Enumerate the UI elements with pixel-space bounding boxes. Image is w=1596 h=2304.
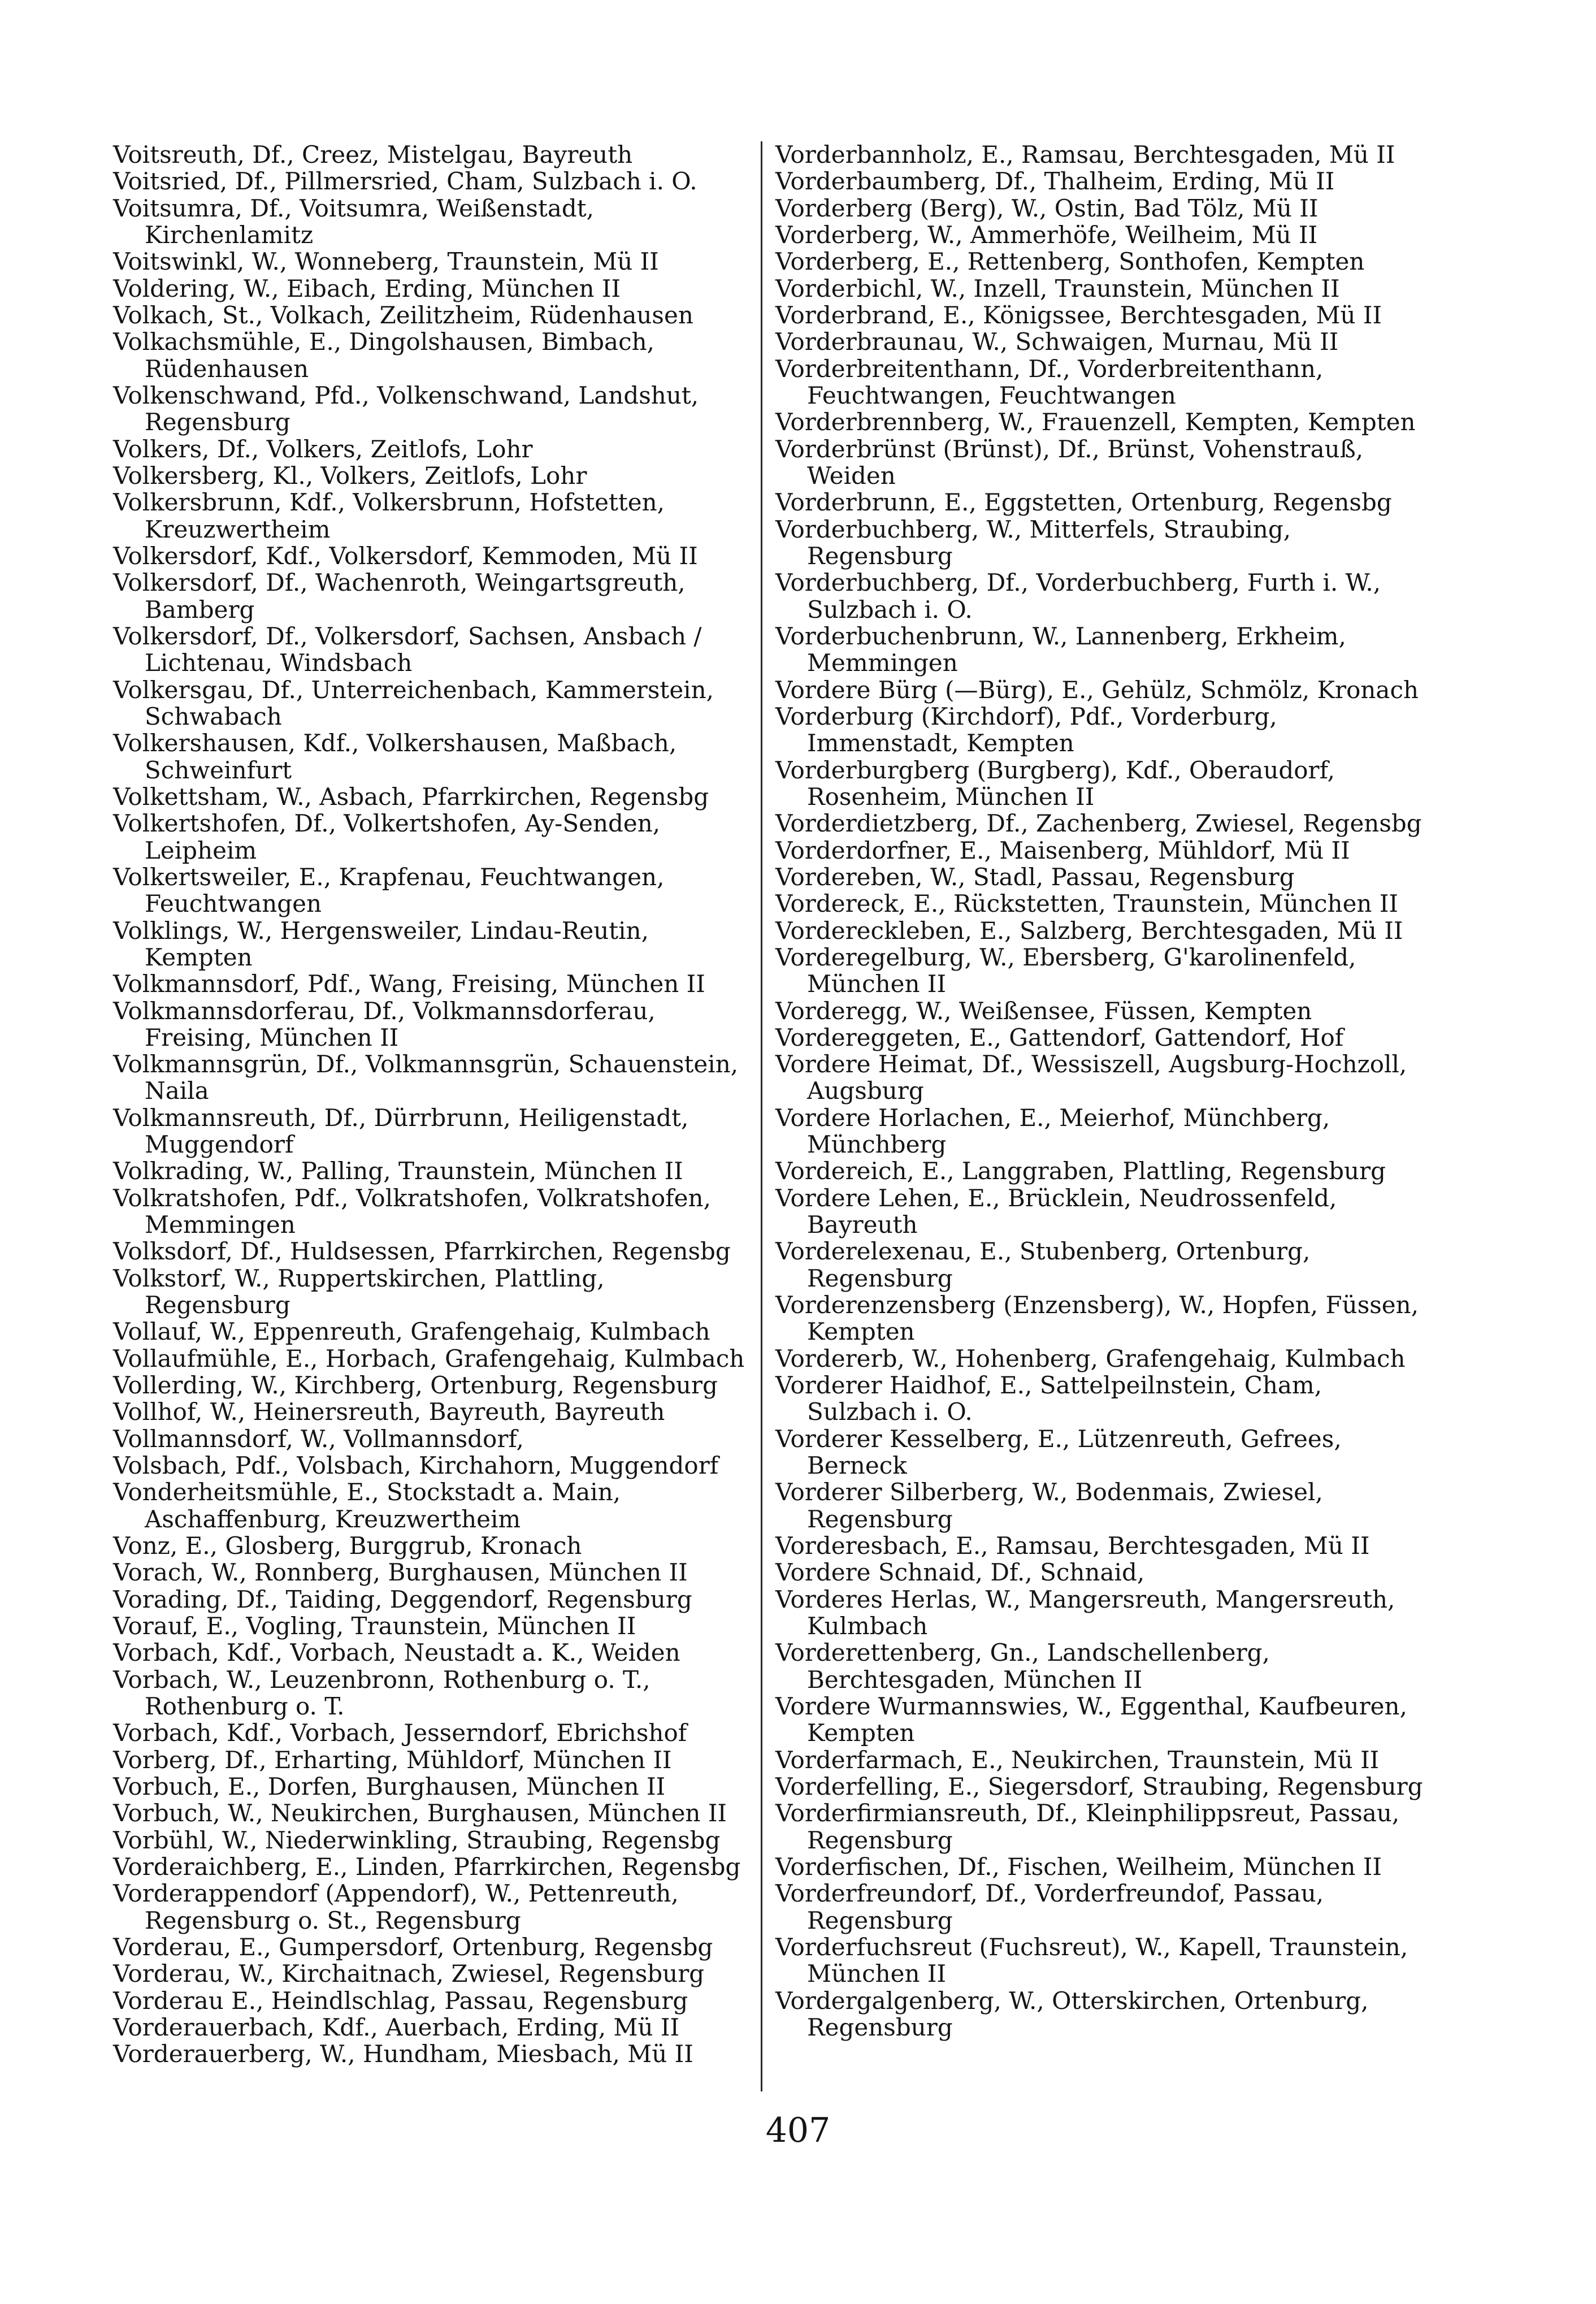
page-number: 407 (765, 2111, 831, 2150)
gazetteer-entry: Vorderberg (Berg), W., Ostin, Bad Tölz, Mü II (775, 194, 1319, 222)
gazetteer-entry: Vorderdorfner, E., Maisenberg, Mühldorf, Mü II (775, 836, 1350, 864)
gazetteer-entry: Vorderbrennberg, W., Frauenzell, Kempten, Kempten (775, 408, 1416, 436)
gazetteer-entry: Volksdorf, Df., Huldsessen, Pfarrkirchen, Regensbg (113, 1237, 731, 1266)
gazetteer-entry: Volkrading, W., Palling, Traunstein, München II (113, 1157, 683, 1185)
gazetteer-entry: Volkettsham, W., Asbach, Pfarrkirchen, Regensbg (113, 782, 709, 811)
gazetteer-entry: Vorauf, E., Vogling, Traunstein, München II (113, 1612, 636, 1640)
gazetteer-entry: Vonz, E., Glosberg, Burggrub, Kronach (113, 1532, 582, 1560)
gazetteer-entry: Volkmannsreuth, Df., Dürrbrunn, Heiligenstadt, Muggendorf (113, 1103, 689, 1159)
gazetteer-entry: Vorderes Herlas, W., Mangersreuth, Mangersreuth, Kulmbach (775, 1585, 1395, 1640)
gazetteer-entry: Vorderbuchberg, Df., Vorderbuchberg, Furth i. W., Sulzbach i. O. (775, 569, 1381, 623)
gazetteer-entry: Volkersberg, Kl., Volkers, Zeitlofs, Lohr (113, 461, 587, 490)
gazetteer-entry: Vollmannsdorf, W., Vollmannsdorf, (113, 1424, 524, 1453)
gazetteer-entry: Vorderburg (Kirchdorf), Pdf., Vorderburg, Immenstadt, Kempten (775, 702, 1277, 757)
gazetteer-entry: Volkmannsdorf, Pdf., Wang, Freising, München II (113, 970, 705, 998)
gazetteer-entry: Vorderer Silberberg, W., Bodenmais, Zwiesel, Regensburg (775, 1478, 1323, 1533)
gazetteer-entry: Volsbach, Pdf., Volsbach, Kirchahorn, Muggendorf (113, 1452, 719, 1480)
gazetteer-entry: Vorderfarmach, E., Neukirchen, Traunstein, Mü II (775, 1746, 1380, 1774)
gazetteer-entry: Vorderfuchsreut (Fuchsreut), W., Kapell, Traunstein, München II (775, 1933, 1408, 1988)
gazetteer-entry: Vollauf, W., Eppenreuth, Grafengehaig, Kulmbach (113, 1318, 710, 1346)
gazetteer-entry: Volkersdorf, Df., Wachenroth, Weingartsgreuth, Bamberg (113, 569, 686, 623)
gazetteer-entry: Vorbühl, W., Niederwinkling, Straubing, Regensbg (113, 1826, 721, 1854)
gazetteer-entry: Vorderesbach, E., Ramsau, Berchtesgaden, Mü II (775, 1532, 1370, 1560)
gazetteer-entry: Vorderbuchenbrunn, W., Lannenberg, Erkheim, Memmingen (775, 622, 1346, 677)
gazetteer-entry: Volkstorf, W., Ruppertskirchen, Plattling, Regensburg (113, 1264, 605, 1319)
gazetteer-entry: Voitsumra, Df., Voitsumra, Weißenstadt, Kirchenlamitz (113, 194, 594, 249)
gazetteer-entry: Vorderegelburg, W., Ebersberg, G'karolinenfeld, München II (775, 943, 1356, 998)
gazetteer-entry: Voitsried, Df., Pillmersried, Cham, Sulzbach i. O. (113, 167, 697, 196)
gazetteer-entry: Voitswinkl, W., Wonneberg, Traunstein, Mü II (113, 248, 659, 276)
gazetteer-entry: Vorderer Kesselberg, E., Lützenreuth, Gefrees, Berneck (775, 1424, 1342, 1480)
gazetteer-entry: Volkers, Df., Volkers, Zeitlofs, Lohr (113, 435, 533, 463)
gazetteer-entry: Vorderberg, W., Ammerhöfe, Weilheim, Mü II (775, 220, 1318, 249)
right-column (775, 141, 1425, 2041)
gazetteer-entry: Vorderauerbach, Kdf., Auerbach, Erding, Mü II (113, 2013, 680, 2041)
gazetteer-entry: Vorderbrand, E., Königssee, Berchtesgaden, Mü II (775, 301, 1382, 329)
gazetteer-entry: Vorbach, Kdf., Vorbach, Jesserndorf, Ebrichshof (113, 1719, 687, 1747)
gazetteer-entry: Vorderdietzberg, Df., Zachenberg, Zwiesel, Regensbg (775, 809, 1422, 838)
gazetteer-entry: Volkertsweiler, E., Krapfenau, Feuchtwangen, Feuchtwangen (113, 863, 665, 918)
gazetteer-entry: Vorbuch, E., Dorfen, Burghausen, München II (113, 1773, 666, 1801)
gazetteer-entry: Vordere Heimat, Df., Wessiszell, Augsburg-Hochzoll, Augsburg (775, 1050, 1407, 1105)
gazetteer-entry: Vorderbaumberg, Df., Thalheim, Erding, Mü II (775, 167, 1335, 196)
gazetteer-entry: Vorderau, E., Gumpersdorf, Ortenburg, Regensbg (113, 1933, 713, 1961)
gazetteer-entry: Vorderburgberg (Burgberg), Kdf., Oberaudorf, Rosenheim, München II (775, 756, 1335, 811)
gazetteer-entry: Vonderheitsmühle, E., Stockstadt a. Main, Aschaffenburg, Kreuzwertheim (113, 1478, 621, 1533)
gazetteer-entry: Volkmannsdorferau, Df., Volkmannsdorferau, Freising, München II (113, 997, 656, 1051)
gazetteer-entry: Voldering, W., Eibach, Erding, München II (113, 274, 621, 302)
gazetteer-entry: Vorderelexenau, E., Stubenberg, Ortenburg, Regensburg (775, 1237, 1311, 1292)
gazetteer-entry: Volkenschwand, Pfd., Volkenschwand, Landshut, Regensburg (113, 381, 699, 436)
gazetteer-entry: Vollerding, W., Kirchberg, Ortenburg, Regensburg (113, 1371, 718, 1400)
gazetteer-entry: Volkratshofen, Pdf., Volkratshofen, Volkratshofen, Memmingen (113, 1184, 711, 1239)
gazetteer-entry: Vorderaichberg, E., Linden, Pfarrkirchen, Regensbg (113, 1853, 741, 1881)
gazetteer-entry: Vordereich, E., Langgraben, Plattling, Regensburg (775, 1157, 1386, 1185)
left-column (113, 141, 746, 2068)
gazetteer-entry: Vorderau, W., Kirchaitnach, Zwiesel, Regensburg (113, 1960, 705, 1988)
gazetteer-entry: Vollaufmühle, E., Horbach, Grafengehaig, Kulmbach (113, 1344, 745, 1372)
gazetteer-entry: Vordere Bürg (—Bürg), E., Gehülz, Schmölz, Kronach (775, 675, 1419, 704)
gazetteer-entry: Vollhof, W., Heinersreuth, Bayreuth, Bayreuth (113, 1398, 665, 1426)
gazetteer-entry: Vordererb, W., Hohenberg, Grafengehaig, Kulmbach (775, 1344, 1406, 1372)
gazetteer-entry: Volkach, St., Volkach, Zeilitzheim, Rüdenhausen (113, 301, 693, 329)
gazetteer-entry: Vorberg, Df., Erharting, Mühldorf, München II (113, 1746, 672, 1774)
gazetteer-entry: Vorderbuchberg, W., Mitterfels, Straubing, Regensburg (775, 515, 1291, 570)
gazetteer-entry: Vorading, Df., Taiding, Deggendorf, Regensburg (113, 1585, 692, 1613)
gazetteer-entry: Vorbach, W., Leuzenbronn, Rothenburg o. T., Rothenburg o. T. (113, 1665, 650, 1721)
gazetteer-entry: Volkachsmühle, E., Dingolshausen, Bimbach, Rüdenhausen (113, 328, 655, 383)
gazetteer-entry: Volkersdorf, Kdf., Volkersdorf, Kemmoden, Mü II (113, 542, 698, 570)
gazetteer-entry: Vorderfischen, Df., Fischen, Weilheim, München II (775, 1853, 1382, 1881)
gazetteer-entry: Vorderau E., Heindlschlag, Passau, Regensburg (113, 1986, 688, 2015)
gazetteer-entry: Vorderappendorf (Appendorf), W., Pettenreuth, Regensburg o. St., Regensburg (113, 1879, 679, 1934)
gazetteer-entry: Vorderberg, E., Rettenberg, Sonthofen, Kempten (775, 248, 1365, 276)
gazetteer-entry: Vorderbannholz, E., Ramsau, Berchtesgaden, Mü II (775, 141, 1395, 168)
gazetteer-entry: Vorderbichl, W., Inzell, Traunstein, München II (775, 274, 1340, 302)
gazetteer-entry: Vorach, W., Ronnberg, Burghausen, München II (113, 1558, 688, 1587)
gazetteer-entry: Vordereben, W., Stadl, Passau, Regensburg (775, 863, 1295, 891)
gazetteer-entry: Vorderbrünst (Brünst), Df., Brünst, Vohenstrauß, Weiden (775, 435, 1364, 490)
gazetteer-entry: Vorderbraunau, W., Schwaigen, Murnau, Mü II (775, 328, 1339, 356)
gazetteer-entry: Volkersdorf, Df., Volkersdorf, Sachsen, Ansbach / Lichtenau, Windsbach (113, 622, 702, 677)
gazetteer-entry: Volkertshofen, Df., Volkertshofen, Ay-Senden, Leipheim (113, 809, 661, 864)
gazetteer-entry: Volkersgau, Df., Unterreichenbach, Kammerstein, Schwabach (113, 675, 714, 730)
gazetteer-entry: Vordereggeten, E., Gattendorf, Gattendorf, Hof (775, 1023, 1344, 1051)
gazetteer-entry: Vorderfreundorf, Df., Vorderfreundof, Passau, Regensburg (775, 1879, 1324, 1934)
gazetteer-entry: Vorderfirmiansreuth, Df., Kleinphilippsreut, Passau, Regensburg (775, 1799, 1400, 1854)
gazetteer-entry: Vorderer Haidhof, E., Sattelpeilnstein, Cham, Sulzbach i. O. (775, 1371, 1322, 1426)
gazetteer-entry: Vordereckleben, E., Salzberg, Berchtesgaden, Mü II (775, 916, 1403, 945)
gazetteer-entry: Vordere Wurmannswies, W., Eggenthal, Kaufbeuren, Kempten (775, 1692, 1407, 1747)
gazetteer-entry: Volklings, W., Hergensweiler, Lindau-Reutin, Kempten (113, 916, 649, 971)
gazetteer-entry: Vorderenzensberg (Enzensberg), W., Hopfen, Füssen, Kempten (775, 1291, 1419, 1346)
gazetteer-entry: Volkershausen, Kdf., Volkershausen, Maßbach, Schweinfurt (113, 729, 677, 784)
column-divider (761, 141, 762, 2091)
gazetteer-entry: Vordereck, E., Rückstetten, Traunstein, München II (775, 890, 1399, 918)
gazetteer-entry: Voitsreuth, Df., Creez, Mistelgau, Bayreuth (113, 141, 633, 168)
gazetteer-entry: Vordere Lehen, E., Brücklein, Neudrossenfeld, Bayreuth (775, 1184, 1337, 1239)
gazetteer-entry: Vorderbrunn, E., Eggstetten, Ortenburg, Regensbg (775, 488, 1392, 517)
gazetteer-entry: Vorderettenberg, Gn., Landschellenberg, Berchtesgaden, München II (775, 1639, 1270, 1694)
gazetteer-entry: Vordere Schnaid, Df., Schnaid, (775, 1558, 1145, 1587)
gazetteer-entry: Volkmannsgrün, Df., Volkmannsgrün, Schauenstein, Naila (113, 1050, 739, 1105)
gazetteer-entry: Vordergalgenberg, W., Otterskirchen, Ortenburg, Regensburg (775, 1986, 1369, 2041)
gazetteer-entry: Vorderauerberg, W., Hundham, Miesbach, Mü II (113, 2040, 693, 2068)
gazetteer-entry: Vorbuch, W., Neukirchen, Burghausen, München II (113, 1799, 727, 1827)
gazetteer-entry: Vorbach, Kdf., Vorbach, Neustadt a. K., Weiden (113, 1639, 680, 1667)
gazetteer-entry: Vordere Horlachen, E., Meierhof, Münchberg, Münchberg (775, 1103, 1330, 1159)
gazetteer-entry: Vorderbreitenthann, Df., Vorderbreitenthann, Feuchtwangen, Feuchtwangen (775, 354, 1324, 409)
gazetteer-entry: Vorderfelling, E., Siegersdorf, Straubing, Regensburg (775, 1773, 1423, 1801)
gazetteer-entry: Volkersbrunn, Kdf., Volkersbrunn, Hofstetten, Kreuzwertheim (113, 488, 665, 543)
gazetteer-entry: Vorderegg, W., Weißensee, Füssen, Kempten (775, 997, 1312, 1025)
